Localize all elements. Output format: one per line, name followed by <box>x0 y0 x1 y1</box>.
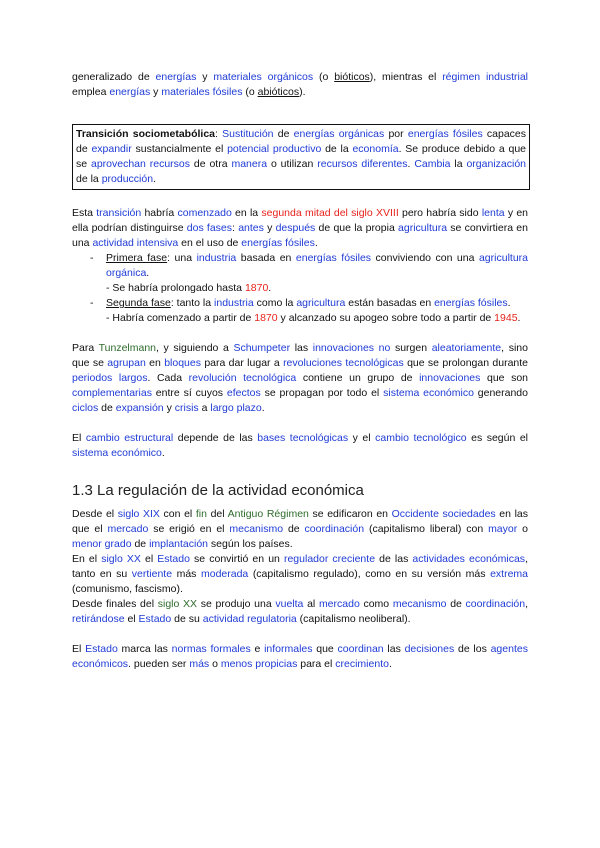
text: se propagan por todo el <box>260 387 384 399</box>
term: decisiones <box>404 643 455 655</box>
text: de los <box>454 643 491 655</box>
term: expandir <box>91 143 132 155</box>
text: . Se produce debido a que se <box>76 143 526 170</box>
term: crecimiento <box>335 658 389 670</box>
term: menos propicias <box>220 658 298 670</box>
text: como <box>359 598 393 610</box>
text: de <box>98 402 116 414</box>
term: agentes económicos <box>72 643 528 670</box>
term: energías <box>155 71 197 83</box>
text: (o <box>313 71 335 83</box>
term: Estado <box>157 553 190 565</box>
text: . <box>268 282 272 294</box>
text: que son <box>480 372 529 384</box>
text: en <box>145 357 165 369</box>
term: efectos <box>226 387 261 399</box>
paragraph-transition <box>72 206 528 251</box>
paragraph-xix <box>72 507 528 552</box>
text: (capitalismo neoliberal). <box>296 613 411 625</box>
author-name: Schumpeter <box>233 342 291 354</box>
term: revoluciones tecnológicas <box>283 357 404 369</box>
term: transición <box>96 207 142 219</box>
term: manera <box>231 158 268 170</box>
document-page <box>72 70 528 672</box>
text: En el <box>72 553 102 565</box>
text: generalizado de <box>72 71 156 83</box>
term: ciclos <box>72 402 99 414</box>
text: o <box>209 658 221 670</box>
term: mecanismo <box>229 523 284 535</box>
text: de las <box>375 553 413 565</box>
definition-text <box>76 127 526 187</box>
text: pero habría sido <box>398 207 482 219</box>
text: contiene un grupo de <box>296 372 420 384</box>
text: . pueden ser <box>128 658 190 670</box>
term: economía <box>352 143 399 155</box>
term: bases tecnológicas <box>257 432 349 444</box>
term: Sustitución <box>222 128 274 140</box>
list-subitem <box>72 281 528 296</box>
text: y <box>163 402 175 414</box>
text: y <box>150 86 162 98</box>
term: coordinan <box>337 643 384 655</box>
term: aprovechan recursos <box>90 158 191 170</box>
text: se edificaron en <box>308 508 392 520</box>
list-subitem <box>72 311 528 326</box>
term: actividad regulatoria <box>202 613 297 625</box>
text: , tanto en su <box>72 553 528 580</box>
term: industria <box>196 252 237 264</box>
term: agrupan <box>107 357 146 369</box>
list-item <box>72 251 528 281</box>
author-name: Tunzelmann <box>98 342 157 354</box>
text: de <box>283 523 305 535</box>
term: materiales fósiles <box>161 86 243 98</box>
text: de su <box>171 613 203 625</box>
term: Estado <box>85 643 118 655</box>
text: (capitalismo liberal) con <box>364 523 489 535</box>
term: innovaciones no <box>312 342 391 354</box>
term: vuelta <box>275 598 304 610</box>
text: en la <box>231 207 262 219</box>
text: conviviendo con una <box>371 252 479 264</box>
term: energías fósiles <box>407 128 483 140</box>
text: El <box>72 432 86 444</box>
text: . <box>388 658 392 670</box>
term: vertiente <box>131 568 173 580</box>
text: de la <box>321 143 353 155</box>
text: : tanto la <box>170 297 215 309</box>
term: cambio estructural <box>85 432 174 444</box>
term: aleatoriamente <box>431 342 502 354</box>
term: antes <box>238 222 264 234</box>
term: agricultura orgánica <box>106 252 528 279</box>
term: dos fases <box>186 222 233 234</box>
text: en las que el <box>72 508 528 535</box>
text: se convirtiera en una <box>72 222 528 249</box>
list-item <box>72 296 528 311</box>
text: (comunismo, fascismo). <box>72 583 183 595</box>
term: sistema económico <box>72 447 162 459</box>
paragraph-structural-change <box>72 431 528 461</box>
text: marca las <box>117 643 172 655</box>
date-term: 1945 <box>494 312 518 324</box>
text: se produjo una <box>197 598 276 610</box>
term: Antiguo Régimen <box>227 508 309 520</box>
term: actividades económicas <box>412 553 526 565</box>
term: sistema económico <box>383 387 474 399</box>
text: emplea <box>72 86 110 98</box>
term: retirándose <box>72 613 125 625</box>
term: comenzado <box>177 207 232 219</box>
text: Desde finales del <box>72 598 158 610</box>
text: . <box>507 297 511 309</box>
text: sustancialmente el <box>131 143 228 155</box>
text: el <box>140 553 158 565</box>
text: ), mientras el <box>369 71 443 83</box>
term: innovaciones <box>419 372 481 384</box>
text: más <box>172 568 201 580</box>
text: : una <box>167 252 197 264</box>
text: que <box>312 643 338 655</box>
date-term: 1870 <box>254 312 278 324</box>
term: siglo XIX <box>117 508 160 520</box>
term: revolución tecnológica <box>188 372 297 384</box>
term-underlined: bióticos <box>334 71 370 83</box>
term: energías fósiles <box>434 297 508 309</box>
term: informales <box>264 643 313 655</box>
text: y en ella podrían distinguirse <box>72 207 529 234</box>
term: más <box>189 658 210 670</box>
term: Occidente sociedades <box>391 508 496 520</box>
term: agricultura <box>296 297 346 309</box>
term: periodos largos <box>72 372 148 384</box>
paragraph-xx <box>72 552 528 597</box>
text: es según el <box>466 432 528 444</box>
term: coordinación <box>304 523 365 535</box>
text: de <box>446 598 466 610</box>
term-underlined: abióticos <box>257 86 300 98</box>
text: se convirtió en un <box>189 553 284 565</box>
text: y el <box>348 432 376 444</box>
term: complementarias <box>72 387 152 399</box>
term: siglo XX <box>101 553 141 565</box>
text: por <box>384 128 408 140</box>
text: de que la propia <box>315 222 399 234</box>
text: capaces de <box>76 128 527 155</box>
text: : <box>232 222 239 234</box>
term: energías fósiles <box>241 237 315 249</box>
term: coordinación <box>465 598 526 610</box>
text: con el <box>159 508 196 520</box>
text: basada en <box>236 252 296 264</box>
text: Desde el <box>72 508 118 520</box>
text: . <box>161 447 165 459</box>
term: siglo XX <box>157 598 198 610</box>
text: las <box>383 643 405 655</box>
term: mayor <box>488 523 518 535</box>
text: el <box>124 613 139 625</box>
text: entre sí cuyos <box>151 387 227 399</box>
term: actividad intensiva <box>92 237 179 249</box>
term: menor grado <box>72 538 132 550</box>
text: . <box>314 237 318 249</box>
paragraph-innovation <box>72 341 528 416</box>
text: que se prolongan durante <box>403 357 529 369</box>
term: lenta <box>481 207 505 219</box>
term: cambio tecnológico <box>375 432 467 444</box>
term: extrema <box>490 568 529 580</box>
text: , y siguiendo a <box>156 342 234 354</box>
text: - Habría comenzado a partir de <box>106 312 255 324</box>
term: organización <box>466 158 527 170</box>
term: regulador creciente <box>283 553 376 565</box>
text: . <box>146 267 150 279</box>
term: implantación <box>149 538 209 550</box>
text: Esta <box>72 207 97 219</box>
term: agricultura <box>398 222 448 234</box>
term: moderada <box>200 568 249 580</box>
text: o utilizan <box>267 158 318 170</box>
term: energías fósiles <box>295 252 372 264</box>
term: materiales orgánicos <box>213 71 314 83</box>
term: energías orgánicas <box>293 128 385 140</box>
term: recursos diferentes <box>317 158 408 170</box>
text: y <box>263 222 276 234</box>
text: las <box>290 342 313 354</box>
term: producción <box>101 173 154 185</box>
text: , sino que se <box>72 342 528 369</box>
date-term: 1870 <box>244 282 269 294</box>
text: generando <box>473 387 528 399</box>
term: Estado <box>138 613 172 625</box>
term: fin <box>195 508 207 520</box>
text: , <box>525 598 529 610</box>
text: - Se habría prolongado hasta <box>106 282 245 294</box>
text: e <box>250 643 265 655</box>
text: para dar lugar a <box>200 357 284 369</box>
text: (o <box>242 86 258 98</box>
text: (capitalismo regulado), como en su versión más <box>248 568 491 580</box>
text: de la <box>76 173 102 185</box>
term: mercado <box>107 523 149 535</box>
term: potencial productivo <box>227 143 322 155</box>
text: o <box>517 523 528 535</box>
text: en el uso de <box>178 237 242 249</box>
term: industria <box>214 297 254 309</box>
text: están basadas en <box>345 297 435 309</box>
paragraph-late-xx <box>72 597 528 627</box>
text: : <box>215 128 223 140</box>
text: como la <box>253 297 297 309</box>
term: mercado <box>318 598 360 610</box>
text: depende de las <box>173 432 258 444</box>
paragraph-state <box>72 642 528 672</box>
text: según los países. <box>208 538 293 550</box>
definition-title: Transición sociometabólica <box>76 128 216 140</box>
text: del <box>206 508 228 520</box>
term: normas formales <box>171 643 251 655</box>
text: y alcanzado su apogeo sobre todo a partir de <box>277 312 495 324</box>
text: de <box>131 538 150 550</box>
section-heading: 1.3 La regulación de la actividad económica <box>72 482 364 499</box>
text: Para <box>72 342 99 354</box>
text: para el <box>297 658 336 670</box>
term: energías <box>109 86 151 98</box>
text: ). <box>299 86 306 98</box>
text: al <box>303 598 319 610</box>
text: surgen <box>390 342 432 354</box>
text: . <box>517 312 521 324</box>
text: se erigió en el <box>148 523 230 535</box>
text: El <box>72 643 86 655</box>
text: y <box>196 71 214 83</box>
text: de otra <box>190 158 232 170</box>
list-item-title: Primera fase <box>106 252 168 264</box>
date-term: segunda mitad del siglo XVIII <box>261 207 399 219</box>
term: régimen industrial <box>442 71 528 83</box>
term: largo plazo <box>210 402 262 414</box>
text: la <box>450 158 467 170</box>
text: de <box>273 128 294 140</box>
term: después <box>275 222 316 234</box>
list-item-title: Segunda fase <box>106 297 171 309</box>
text: . <box>407 158 415 170</box>
list-dash: - <box>90 297 94 309</box>
paragraph-intro <box>72 70 528 100</box>
text: habría <box>141 207 178 219</box>
term: expansión <box>115 402 164 414</box>
term: crisis <box>174 402 199 414</box>
term: mecanismo <box>392 598 447 610</box>
term: Cambia <box>414 158 451 170</box>
text: . <box>153 173 156 185</box>
text: . Cada <box>147 372 189 384</box>
definition-box <box>72 124 530 190</box>
term: bloques <box>164 357 201 369</box>
text: a <box>198 402 211 414</box>
list-dash: - <box>90 252 94 264</box>
text: . <box>261 402 265 414</box>
